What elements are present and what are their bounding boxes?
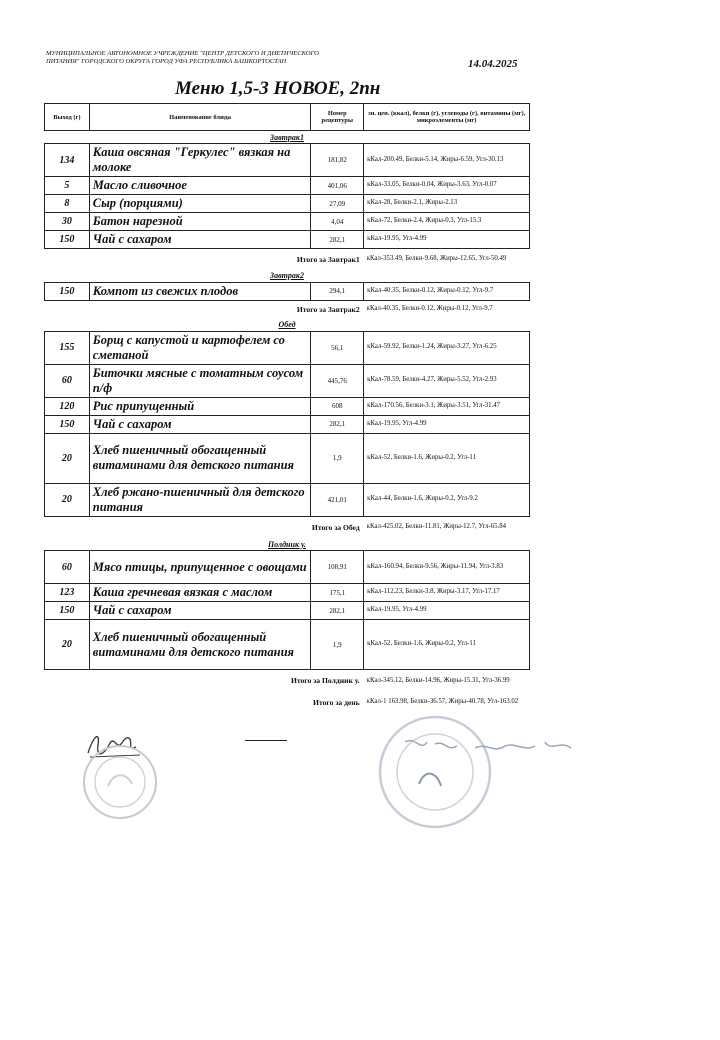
output-cell: 60 xyxy=(45,364,90,397)
section-title-row xyxy=(45,319,530,332)
output-cell: 150 xyxy=(45,602,90,620)
table-row xyxy=(45,331,530,364)
section-total-value: кКал-40.35, Белки-0.12, Жиры-0.12, Угл-9.7 xyxy=(366,305,493,313)
dish-name-cell: Каша гречневая вязкая с маслом xyxy=(89,584,311,602)
section-title: Завтрак2 xyxy=(270,271,304,280)
section-title: Полдник у. xyxy=(267,539,307,549)
output-cell: 150 xyxy=(45,282,90,300)
output-cell: 20 xyxy=(45,620,90,670)
output-cell: 5 xyxy=(45,177,90,195)
section-total-value: кКал-345.12, Белки-14.96, Жиры-15.31, Угл-36.99 xyxy=(366,676,510,684)
recipe-number-cell: 282,1 xyxy=(311,602,364,620)
table-header-row xyxy=(45,104,530,131)
output-cell: 155 xyxy=(45,331,90,364)
nutrition-cell: кКал-19.95, Угл-4.99 xyxy=(364,415,530,433)
recipe-number-cell: 294,1 xyxy=(311,282,364,300)
nutrition-cell: кКал-78.59, Белки-4.27, Жиры-5.52, Угл-2.93 xyxy=(364,364,530,397)
dish-name-cell: Масло сливочное xyxy=(89,177,311,195)
recipe-number-cell: 282,1 xyxy=(311,231,364,249)
signature-line xyxy=(245,740,287,741)
recipe-number-cell: 421,01 xyxy=(311,483,364,516)
output-cell: 30 xyxy=(45,213,90,231)
section-total-label: Итого за Завтрак2 xyxy=(296,305,360,314)
dish-name-cell: Хлеб ржано-пшеничный для детского питания xyxy=(89,483,311,516)
dish-name-cell: Хлеб пшеничный обогащенный витаминами для детского питания xyxy=(89,433,311,483)
menu-date: 14.04.2025 xyxy=(468,58,518,70)
section-total-value: кКал-353.49, Белки-9.68, Жиры-12.65, Угл-50.49 xyxy=(366,255,507,262)
output-cell: 134 xyxy=(45,144,90,177)
nutrition-cell: кКал-112.23, Белки-3.8, Жиры-3.17, Угл-17.17 xyxy=(364,584,530,602)
dish-name-cell: Борщ с капустой и картофелем со сметаной xyxy=(89,331,311,364)
nutrition-cell: кКал-200.49, Белки-5.14, Жиры-6.59, Угл-30.13 xyxy=(364,144,530,177)
nutrition-cell: кКал-52, Белки-1.6, Жиры-0.2, Угл-11 xyxy=(364,433,530,483)
menu-table xyxy=(44,103,530,714)
dish-name-cell: Каша овсяная "Геркулес" вязкая на молоке xyxy=(89,144,311,177)
section-total-row xyxy=(45,670,530,692)
table-row xyxy=(45,602,530,620)
day-total-row xyxy=(45,692,530,714)
recipe-number-cell: 4,04 xyxy=(311,213,364,231)
nutrition-cell: кКал-19.95, Угл-4.99 xyxy=(364,231,530,249)
nutrition-cell: кКал-170.56, Белки-3.1, Жиры-3.51, Угл-31.47 xyxy=(364,397,530,415)
dish-name-cell: Чай с сахаром xyxy=(89,415,311,433)
recipe-number-cell: 608 xyxy=(311,397,364,415)
table-row xyxy=(45,620,530,670)
header-nutrition: эн. цен. (ккал), белки (г), углеводы (г), витамины (мг), микроэлементы (мг) xyxy=(364,104,530,131)
table-row xyxy=(45,397,530,415)
day-total-value: кКал-1 163.98, Белки-36.57, Жиры-40.78, Угл-163.02 xyxy=(366,698,519,706)
section-total-label: Итого за Обед xyxy=(311,522,360,532)
recipe-number-cell: 401,06 xyxy=(311,177,364,195)
recipe-number-cell: 1,9 xyxy=(311,620,364,670)
recipe-number-cell: 27,09 xyxy=(311,195,364,213)
table-row xyxy=(45,144,530,177)
organization-name: МУНИЦИПАЛЬНОЕ АВТОНОМНОЕ УЧРЕЖДЕНИЕ "ЦЕНТР ДЕТСКОГО И ДИЕТИЧЕСКОГО ПИТАНИЯ" ГОРОДСКОГО ОКРУГА ГОРОД УФА РЕСПУБЛИКА БАШКОРТОСТАН xyxy=(46,50,319,65)
dish-name-cell: Биточки мясные с томатным соусом п/ф xyxy=(89,364,311,397)
nutrition-cell: кКал-72, Белки-2.4, Жиры-0.3, Угл-15.3 xyxy=(364,213,530,231)
nutrition-cell: кКал-44, Белки-1.6, Жиры-0.2, Угл-9.2 xyxy=(364,483,530,516)
table-row xyxy=(45,364,530,397)
recipe-number-cell: 181,82 xyxy=(311,144,364,177)
table-row xyxy=(45,231,530,249)
nutrition-cell: кКал-52, Белки-1.6, Жиры-0.2, Угл-11 xyxy=(364,620,530,670)
table-row xyxy=(45,282,530,300)
table-row xyxy=(45,415,530,433)
section-title: Обед xyxy=(278,320,296,329)
table-row xyxy=(45,483,530,516)
header-recipe-number: Номер рецептуры xyxy=(311,104,364,131)
section-total-row xyxy=(45,300,530,319)
output-cell: 150 xyxy=(45,415,90,433)
table-row xyxy=(45,213,530,231)
dish-name-cell: Чай с сахаром xyxy=(89,231,311,249)
section-title-row xyxy=(45,538,530,551)
output-cell: 120 xyxy=(45,397,90,415)
recipe-number-cell: 108,91 xyxy=(311,551,364,584)
nutrition-cell: кКал-19.95, Угл-4.99 xyxy=(364,602,530,620)
section-total-label: Итого за Завтрак1 xyxy=(296,254,360,264)
output-cell: 60 xyxy=(45,551,90,584)
section-total-row xyxy=(45,249,530,270)
nutrition-cell: кКал-59.92, Белки-1.24, Жиры-3.27, Угл-6.25 xyxy=(364,331,530,364)
dish-name-cell: Чай с сахаром xyxy=(89,602,311,620)
section-total-row xyxy=(45,516,530,538)
stamp-left xyxy=(80,742,160,822)
table-row xyxy=(45,433,530,483)
stamp-right xyxy=(375,712,595,842)
section-total-label: Итого за Полдник у. xyxy=(290,676,360,686)
table-row xyxy=(45,551,530,584)
dish-name-cell: Сыр (порциями) xyxy=(89,195,311,213)
recipe-number-cell: 56,1 xyxy=(311,331,364,364)
nutrition-cell: кКал-33.05, Белки-0.04, Жиры-3.63, Угл-0.07 xyxy=(364,177,530,195)
recipe-number-cell: 445,76 xyxy=(311,364,364,397)
section-title-row xyxy=(45,270,530,283)
dish-name-cell: Хлеб пшеничный обогащенный витаминами для детского питания xyxy=(89,620,311,670)
table-row xyxy=(45,177,530,195)
table-row xyxy=(45,584,530,602)
dish-name-cell: Компот из свежих плодов xyxy=(89,282,311,300)
output-cell: 20 xyxy=(45,483,90,516)
nutrition-cell: кКал-28, Белки-2.1, Жиры-2.13 xyxy=(364,195,530,213)
dish-name-cell: Рис припущенный xyxy=(89,397,311,415)
output-cell: 20 xyxy=(45,433,90,483)
section-total-value: кКал-425.02, Белки-11.81, Жиры-12.7, Угл-65.84 xyxy=(366,523,507,530)
table-row xyxy=(45,195,530,213)
header-dish-name: Наименование блюда xyxy=(89,104,311,131)
section-title: Завтрак1 xyxy=(270,132,304,142)
recipe-number-cell: 282,1 xyxy=(311,415,364,433)
nutrition-cell: кКал-40.35, Белки-0.12, Жиры-0.12, Угл-9.7 xyxy=(364,282,530,300)
dish-name-cell: Батон нарезной xyxy=(89,213,311,231)
output-cell: 123 xyxy=(45,584,90,602)
day-total-label: Итого за день xyxy=(313,698,360,707)
page-title: Меню 1,5-3 НОВОЕ, 2пн xyxy=(175,78,381,99)
nutrition-cell: кКал-160.94, Белки-9.56, Жиры-11.94, Угл-3.83 xyxy=(364,551,530,584)
recipe-number-cell: 175,1 xyxy=(311,584,364,602)
header-output: Выход (г) xyxy=(45,104,90,131)
dish-name-cell: Мясо птицы, припущенное с овощами xyxy=(89,551,311,584)
output-cell: 8 xyxy=(45,195,90,213)
recipe-number-cell: 1,9 xyxy=(311,433,364,483)
section-title-row xyxy=(45,131,530,144)
output-cell: 150 xyxy=(45,231,90,249)
